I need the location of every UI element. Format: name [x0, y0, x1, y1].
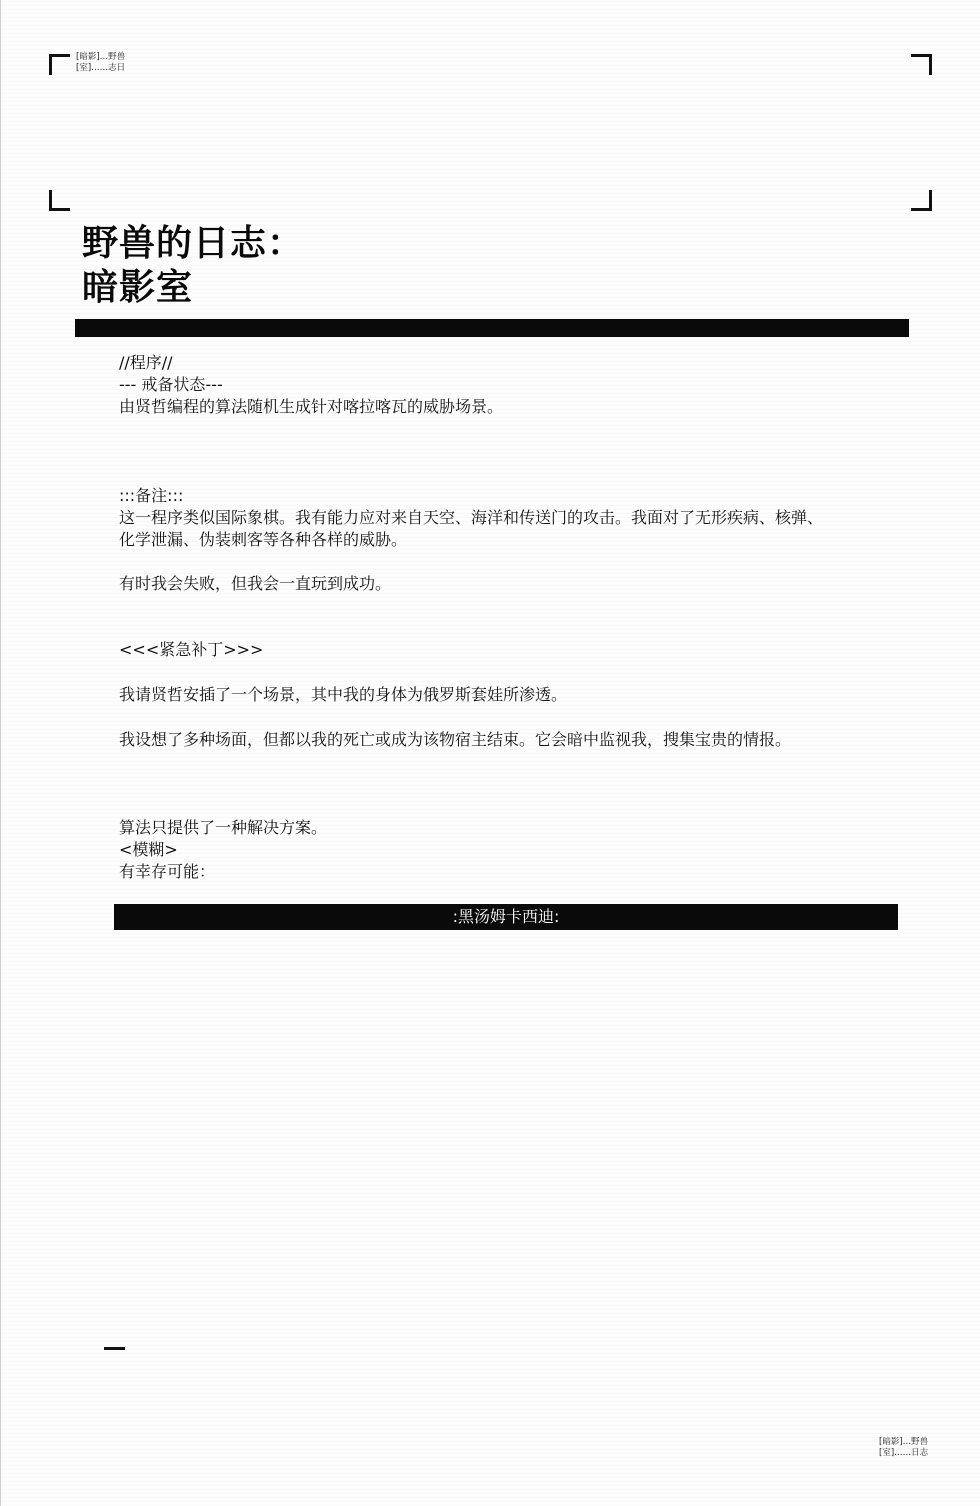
note-line-1: 这一程序类似国际象棋。我有能力应对来自天空、海洋和传送门的攻击。我面对了无形疾病、核弹、: [119, 508, 824, 527]
header-tag: [76, 52, 125, 74]
corner-bracket-bottom-left: [49, 190, 70, 211]
description-line: 由贤哲编程的算法随机生成针对喀拉喀瓦的威胁场景。: [119, 397, 504, 416]
footer-tag-line2: [室]……日志: [879, 1448, 929, 1458]
page-edge: [0, 0, 1, 1506]
corner-bracket-top-right: [911, 54, 932, 75]
solution-line-2: <模糊>: [119, 840, 178, 859]
corner-bracket-top-left: [49, 54, 70, 75]
patch-line-2: 我设想了多种场面，但都以我的死亡或成为该物宿主结束。它会暗中监视我，搜集宝贵的情报。: [119, 730, 792, 749]
footer-tag-line1: [暗影]…野兽: [879, 1437, 929, 1447]
answer-bar: :黑汤姆卡西迪:: [114, 904, 898, 930]
note-line-3: 有时我会失败，但我会一直玩到成功。: [119, 574, 392, 593]
status-line: --- 戒备状态---: [119, 375, 223, 394]
footer-dash: [104, 1347, 125, 1350]
program-heading: //程序//: [119, 353, 173, 372]
solution-line-1: 算法只提供了一种解决方案。: [119, 818, 328, 837]
title-line1: 野兽的日志：: [82, 223, 305, 264]
patch-heading: <<<紧急补丁>>>: [119, 640, 264, 659]
corner-bracket-bottom-right: [911, 190, 932, 211]
header-tag-line2: [室]……志日: [76, 63, 126, 73]
note-heading: :::备注:::: [119, 486, 184, 505]
page-title: [82, 222, 304, 310]
patch-line-1: 我请贤哲安插了一个场景，其中我的身体为俄罗斯套娃所渗透。: [119, 685, 568, 704]
solution-line-3: 有幸存可能：: [119, 862, 216, 881]
title-underline-bar: [75, 319, 909, 337]
footer-tag: [879, 1437, 928, 1459]
note-line-2: 化学泄漏、伪装刺客等各种各样的威胁。: [119, 530, 408, 549]
title-line2: 暗影室: [82, 267, 194, 308]
header-tag-line1: [暗影]…野兽: [76, 52, 126, 62]
